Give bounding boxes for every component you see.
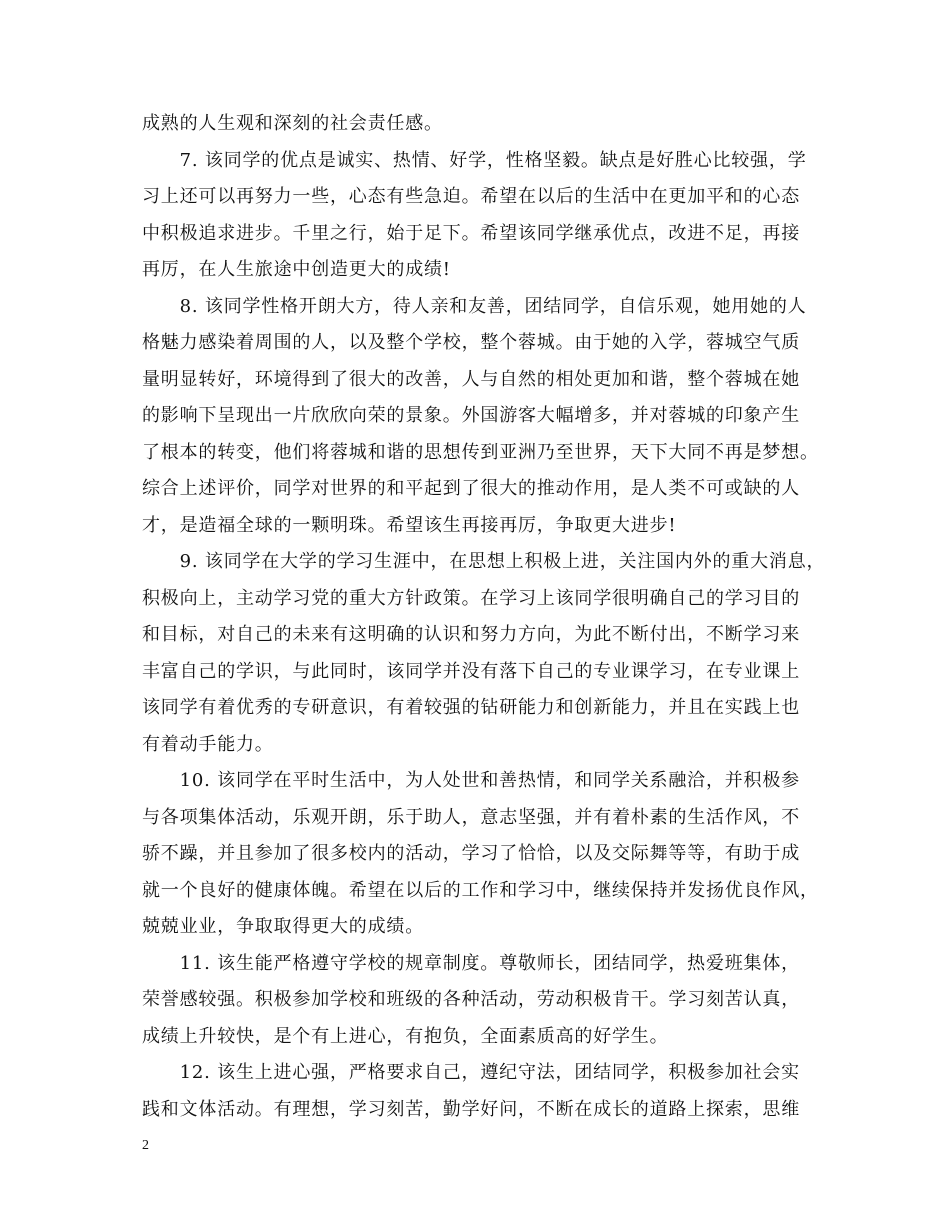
text-line: 中积极追求进步。千里之行，始于足下。希望该同学继承优点，改进不足，再接 bbox=[142, 222, 800, 244]
document-body bbox=[142, 112, 826, 1134]
text-line: 该同学有着优秀的专研意识，有着较强的钻研能力和创新能力，并且在实践上也 bbox=[142, 697, 800, 718]
text-line: 荣誉感较强。积极参加学校和班级的各种活动，劳动积极肯干。学习刻苦认真， bbox=[142, 989, 800, 1010]
text-line: 的影响下呈现出一片欣欣向荣的景象。外国游客大幅增多，并对蓉城的印象产生 bbox=[142, 405, 800, 426]
text-line: 成绩上升较快，是个有上进心，有抱负，全面素质高的好学生。 bbox=[142, 1025, 669, 1047]
text-line: 成熟的人生观和深刻的社会责任感。 bbox=[142, 113, 443, 134]
text-line: 习上还可以再努力一些，心态有些急迫。希望在以后的生活中在更加平和的心态 bbox=[142, 186, 800, 207]
text-line: 8. 该同学性格开朗大方，待人亲和友善，团结同学，自信乐观，她用她的人 bbox=[142, 295, 807, 317]
text-line: 格魅力感染着周围的人，以及整个学校，整个蓉城。由于她的入学，蓉城空气质 bbox=[142, 332, 800, 353]
text-line: 就一个良好的健康体魄。希望在以后的工作和学习中，继续保持并发扬优良作风， bbox=[142, 879, 819, 901]
text-line: 与各项集体活动，乐观开朗，乐于助人，意志坚强，并有着朴素的生活作风，不 bbox=[142, 806, 800, 828]
text-line: 量明显转好，环境得到了很大的改善，人与自然的相处更加和谐，整个蓉城在她 bbox=[142, 368, 800, 390]
page-number: 2 bbox=[142, 1138, 149, 1153]
text-line: 积极向上，主动学习党的重大方针政策。在学习上该同学很明确自己的学习目的 bbox=[142, 587, 800, 609]
text-line: 了根本的转变，他们将蓉城和谐的思想传到亚洲乃至世界，天下大同不再是梦想。 bbox=[142, 441, 819, 463]
text-line: 骄不躁，并且参加了很多校内的活动，学习了恰恰，以及交际舞等等，有助于成 bbox=[142, 843, 800, 864]
text-line: 11. 该生能严格遵守学校的规章制度。尊敬师长，团结同学，热爱班集体， bbox=[142, 952, 800, 974]
text-line: 9. 该同学在大学的学习生涯中，在思想上积极上进，关注国内外的重大消息， bbox=[142, 551, 826, 572]
text-line: 综合上述评价，同学对世界的和平起到了很大的推动作用，是人类不可或缺的人 bbox=[142, 478, 800, 499]
text-line: 践和文体活动。有理想，学习刻苦，勤学好问，不断在成长的道路上探索，思维 bbox=[142, 1098, 800, 1120]
text-line: 7. 该同学的优点是诚实、热情、好学，性格坚毅。缺点是好胜心比较强，学 bbox=[142, 149, 807, 171]
text-line: 有着动手能力。 bbox=[142, 733, 274, 755]
text-line: 10. 该同学在平时生活中，为人处世和善热情，和同学关系融洽，并积极参 bbox=[142, 770, 800, 791]
text-line: 12. 该生上进心强，严格要求自己，遵纪守法，团结同学，积极参加社会实 bbox=[142, 1062, 800, 1083]
text-line: 丰富自己的学识，与此同时，该同学并没有落下自己的专业课学习，在专业课上 bbox=[142, 660, 800, 682]
text-line: 兢兢业业，争取取得更大的成绩。 bbox=[142, 916, 424, 937]
text-line: 和目标，对自己的未来有这明确的认识和努力方向，为此不断付出，不断学习来 bbox=[142, 624, 800, 645]
text-line: 才，是造福全球的一颗明珠。希望该生再接再厉，争取更大进步! bbox=[142, 514, 677, 536]
text-line: 再厉，在人生旅途中创造更大的成绩! bbox=[142, 259, 451, 280]
